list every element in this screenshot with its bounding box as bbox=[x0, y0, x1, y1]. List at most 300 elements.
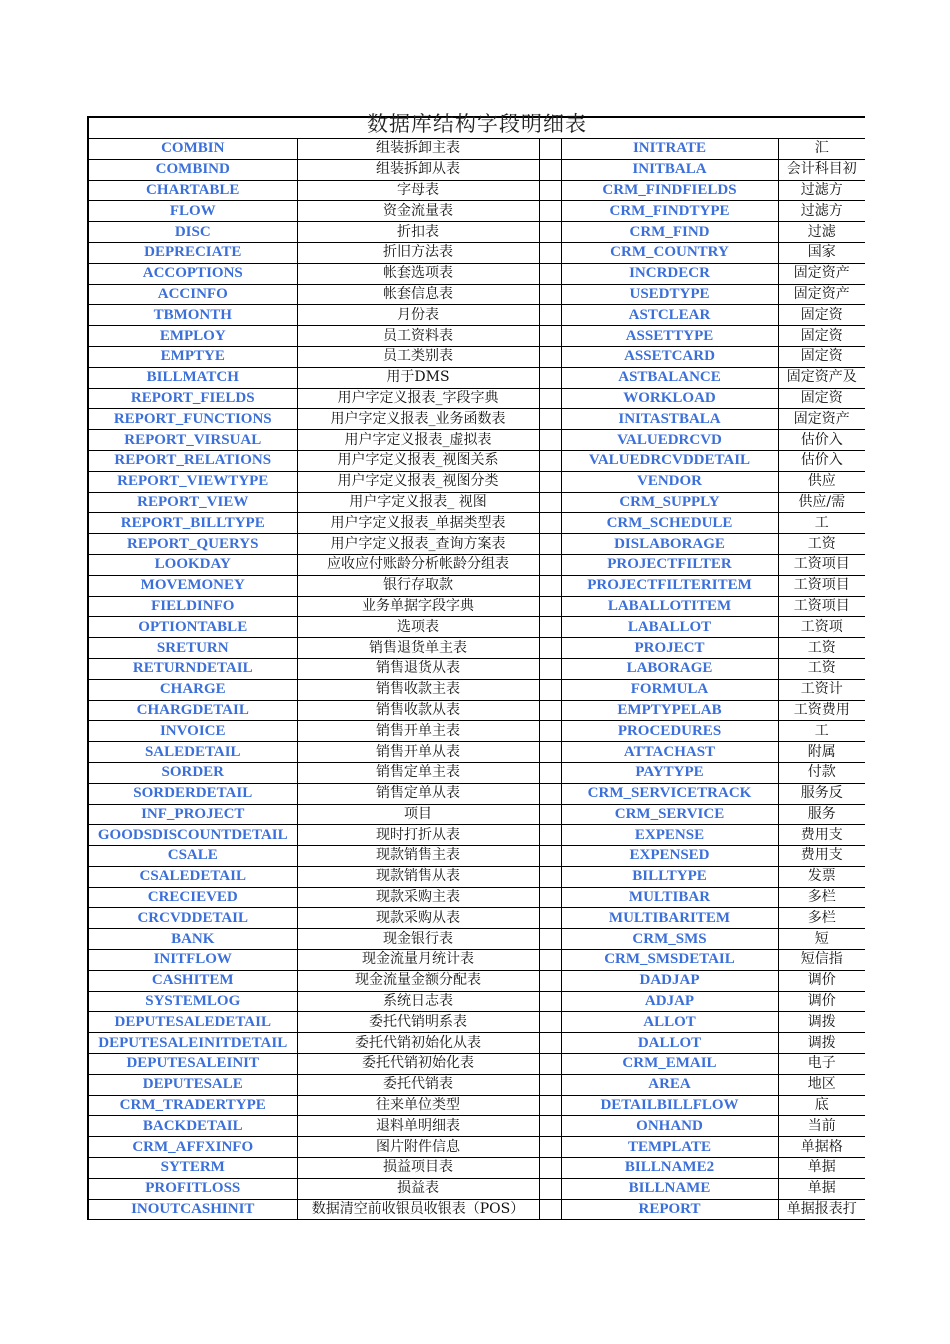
table-desc-left: 图片附件信息 bbox=[297, 1137, 539, 1158]
table-desc-left: 组装拆卸主表 bbox=[297, 139, 539, 159]
table-code-left: DEPUTESALEINIT bbox=[89, 1054, 297, 1075]
table-desc-left: 用于DMS bbox=[297, 367, 539, 388]
table-code-left: INVOICE bbox=[89, 721, 297, 742]
table-row bbox=[89, 1074, 865, 1095]
table-desc-left: 折旧方法表 bbox=[297, 242, 539, 263]
table-code-right: VALUEDRCVD bbox=[561, 430, 778, 451]
table-row bbox=[89, 534, 865, 555]
table-desc-left: 银行存取款 bbox=[297, 575, 539, 596]
table-row bbox=[89, 658, 865, 679]
table-row bbox=[89, 326, 865, 347]
spacer-cell bbox=[539, 409, 561, 430]
table-code-right: MULTIBAR bbox=[561, 887, 778, 908]
spacer-cell bbox=[539, 1033, 561, 1054]
table-code-left: EMPLOY bbox=[89, 326, 297, 347]
spacer-cell bbox=[539, 950, 561, 971]
table-code-left: FLOW bbox=[89, 201, 297, 222]
table-desc-right: 工资项目 bbox=[778, 554, 865, 575]
table-code-left: CHARGDETAIL bbox=[89, 700, 297, 721]
spacer-cell bbox=[539, 554, 561, 575]
table-desc-right: 单据格 bbox=[778, 1137, 865, 1158]
table-row bbox=[89, 388, 865, 409]
table-code-left: SYSTEMLOG bbox=[89, 991, 297, 1012]
table-code-right: CRM_FINDTYPE bbox=[561, 201, 778, 222]
title-row bbox=[89, 112, 865, 139]
table-code-left: RETURNDETAIL bbox=[89, 658, 297, 679]
table-code-right: PROJECTFILTERITEM bbox=[561, 575, 778, 596]
table-desc-left: 委托代销初始化表 bbox=[297, 1054, 539, 1075]
table-code-left: ACCOPTIONS bbox=[89, 263, 297, 284]
table-desc-left: 现金流量月统计表 bbox=[297, 950, 539, 971]
table-row bbox=[89, 263, 865, 284]
table-desc-right: 固定资 bbox=[778, 326, 865, 347]
table-desc-left: 系统日志表 bbox=[297, 991, 539, 1012]
spacer-cell bbox=[539, 1116, 561, 1137]
table-code-left: REPORT_VIEW bbox=[89, 492, 297, 513]
table-desc-right: 工资项目 bbox=[778, 575, 865, 596]
table-desc-right: 供应/需 bbox=[778, 492, 865, 513]
spacer-cell bbox=[539, 700, 561, 721]
table-code-right: EXPENSE bbox=[561, 825, 778, 846]
table-row bbox=[89, 887, 865, 908]
table-code-right: BILLNAME2 bbox=[561, 1158, 778, 1179]
table-desc-right: 会计科目初 bbox=[778, 159, 865, 180]
table-row bbox=[89, 242, 865, 263]
spacer-cell bbox=[539, 263, 561, 284]
table-desc-left: 用户字定义报表_虚拟表 bbox=[297, 430, 539, 451]
table-desc-left: 销售定单从表 bbox=[297, 783, 539, 804]
spacer-cell bbox=[539, 721, 561, 742]
table-desc-right: 调拨 bbox=[778, 1033, 865, 1054]
table-code-right: CRM_SUPPLY bbox=[561, 492, 778, 513]
table-desc-left: 用户字定义报表_单据类型表 bbox=[297, 513, 539, 534]
table-code-right: REPORT bbox=[561, 1199, 778, 1220]
table-code-left: INF_PROJECT bbox=[89, 804, 297, 825]
spacer-cell bbox=[539, 596, 561, 617]
table-desc-right: 工资计 bbox=[778, 679, 865, 700]
table-code-left: FIELDINFO bbox=[89, 596, 297, 617]
spacer-cell bbox=[539, 846, 561, 867]
table-code-right: MULTIBARITEM bbox=[561, 908, 778, 929]
table-code-left: COMBIN bbox=[89, 139, 297, 159]
table-row bbox=[89, 346, 865, 367]
table-code-left: EMPTYE bbox=[89, 346, 297, 367]
table-code-right: FORMULA bbox=[561, 679, 778, 700]
table-code-right: BILLTYPE bbox=[561, 866, 778, 887]
spacer-cell bbox=[539, 1095, 561, 1116]
table-desc-left: 用户字定义报表_字段字典 bbox=[297, 388, 539, 409]
spacer-cell bbox=[539, 825, 561, 846]
table-desc-right: 发票 bbox=[778, 866, 865, 887]
table-code-right: PROCEDURES bbox=[561, 721, 778, 742]
spacer-cell bbox=[539, 139, 561, 159]
table-code-left: BACKDETAIL bbox=[89, 1116, 297, 1137]
spacer-cell bbox=[539, 534, 561, 555]
table-desc-left: 折扣表 bbox=[297, 222, 539, 243]
table-desc-left: 现金流量金额分配表 bbox=[297, 970, 539, 991]
table-desc-left: 损益表 bbox=[297, 1178, 539, 1199]
table-row bbox=[89, 908, 865, 929]
table-code-left: INITFLOW bbox=[89, 950, 297, 971]
table-code-right: ASSETTYPE bbox=[561, 326, 778, 347]
table-desc-right: 估价入 bbox=[778, 430, 865, 451]
spacer-cell bbox=[539, 742, 561, 763]
table-row bbox=[89, 638, 865, 659]
table-code-right: ASSETCARD bbox=[561, 346, 778, 367]
table-row bbox=[89, 1095, 865, 1116]
table-desc-right: 底 bbox=[778, 1095, 865, 1116]
table-desc-right: 工资费用 bbox=[778, 700, 865, 721]
table-code-left: INOUTCASHINIT bbox=[89, 1199, 297, 1220]
table-code-right: INITBALA bbox=[561, 159, 778, 180]
table-code-left: SRETURN bbox=[89, 638, 297, 659]
table-desc-left: 销售开单从表 bbox=[297, 742, 539, 763]
table-code-left: PROFITLOSS bbox=[89, 1178, 297, 1199]
table-row bbox=[89, 866, 865, 887]
table-row bbox=[89, 222, 865, 243]
table-code-left: CHARGE bbox=[89, 679, 297, 700]
spacer-cell bbox=[539, 1054, 561, 1075]
table-code-right: DISLABORAGE bbox=[561, 534, 778, 555]
table-desc-left: 损益项目表 bbox=[297, 1158, 539, 1179]
table-row bbox=[89, 1199, 865, 1220]
table-desc-right: 过滤 bbox=[778, 222, 865, 243]
table-desc-left: 项目 bbox=[297, 804, 539, 825]
table-code-left: CASHITEM bbox=[89, 970, 297, 991]
table-code-left: OPTIONTABLE bbox=[89, 617, 297, 638]
table-desc-left: 帐套选项表 bbox=[297, 263, 539, 284]
table-code-left: DEPUTESALEDETAIL bbox=[89, 1012, 297, 1033]
table-row bbox=[89, 554, 865, 575]
spacer-cell bbox=[539, 1137, 561, 1158]
table-row bbox=[89, 471, 865, 492]
spacer-cell bbox=[539, 804, 561, 825]
table-row bbox=[89, 1116, 865, 1137]
table-code-left: REPORT_QUERYS bbox=[89, 534, 297, 555]
table-desc-right: 估价入 bbox=[778, 450, 865, 471]
table-code-right: LABALLOT bbox=[561, 617, 778, 638]
table-desc-right: 单据报表打 bbox=[778, 1199, 865, 1220]
table-desc-left: 员工类别表 bbox=[297, 346, 539, 367]
table-desc-right: 固定资 bbox=[778, 305, 865, 326]
table-desc-right: 供应 bbox=[778, 471, 865, 492]
table-desc-left: 用户字定义报表_视图关系 bbox=[297, 450, 539, 471]
table-row bbox=[89, 409, 865, 430]
table-desc-right: 工资 bbox=[778, 534, 865, 555]
table-code-left: REPORT_VIRSUAL bbox=[89, 430, 297, 451]
table-code-left: CRM_TRADERTYPE bbox=[89, 1095, 297, 1116]
table-desc-right: 工资 bbox=[778, 638, 865, 659]
table-row bbox=[89, 575, 865, 596]
table-desc-left: 应收应付账龄分析帐龄分组表 bbox=[297, 554, 539, 575]
table-desc-left: 销售收款从表 bbox=[297, 700, 539, 721]
table-desc-right: 固定资 bbox=[778, 346, 865, 367]
table-row bbox=[89, 430, 865, 451]
spacer-cell bbox=[539, 617, 561, 638]
spacer-cell bbox=[539, 1158, 561, 1179]
spacer-cell bbox=[539, 159, 561, 180]
table-desc-left: 月份表 bbox=[297, 305, 539, 326]
table-desc-left: 数据清空前收银员收银表（POS） bbox=[297, 1199, 539, 1220]
table-code-right: VENDOR bbox=[561, 471, 778, 492]
table-desc-right: 付款 bbox=[778, 762, 865, 783]
table-desc-left: 用户字定义报表_视图分类 bbox=[297, 471, 539, 492]
table-code-left: BILLMATCH bbox=[89, 367, 297, 388]
table-desc-right: 附属 bbox=[778, 742, 865, 763]
table-code-left: DISC bbox=[89, 222, 297, 243]
table-desc-right: 单据 bbox=[778, 1178, 865, 1199]
table-code-right: PROJECTFILTER bbox=[561, 554, 778, 575]
spacer-cell bbox=[539, 929, 561, 950]
table-code-right: DADJAP bbox=[561, 970, 778, 991]
spacer-cell bbox=[539, 991, 561, 1012]
table-code-left: CRCVDDETAIL bbox=[89, 908, 297, 929]
table-code-right: CRM_EMAIL bbox=[561, 1054, 778, 1075]
table-desc-left: 委托代销初始化从表 bbox=[297, 1033, 539, 1054]
spacer-cell bbox=[539, 388, 561, 409]
table-code-left: REPORT_FUNCTIONS bbox=[89, 409, 297, 430]
table-desc-left: 销售定单主表 bbox=[297, 762, 539, 783]
table-code-left: CSALE bbox=[89, 846, 297, 867]
table-desc-right: 单据 bbox=[778, 1158, 865, 1179]
table-row bbox=[89, 783, 865, 804]
table-code-right: CRM_SERVICE bbox=[561, 804, 778, 825]
table-desc-right: 短 bbox=[778, 929, 865, 950]
table-desc-left: 员工资料表 bbox=[297, 326, 539, 347]
data-sheet bbox=[87, 112, 865, 1220]
table-code-left: DEPUTESALE bbox=[89, 1074, 297, 1095]
table-row bbox=[89, 450, 865, 471]
table-code-left: REPORT_RELATIONS bbox=[89, 450, 297, 471]
table-desc-right: 调价 bbox=[778, 991, 865, 1012]
table-code-right: CRM_FIND bbox=[561, 222, 778, 243]
table-code-right: INITRATE bbox=[561, 139, 778, 159]
table-code-right: LABORAGE bbox=[561, 658, 778, 679]
table-desc-right: 工资项 bbox=[778, 617, 865, 638]
spacer-cell bbox=[539, 908, 561, 929]
spacer-cell bbox=[539, 492, 561, 513]
spacer-cell bbox=[539, 1012, 561, 1033]
spacer-cell bbox=[539, 242, 561, 263]
spacer-cell bbox=[539, 866, 561, 887]
table-code-right: EXPENSED bbox=[561, 846, 778, 867]
table-row bbox=[89, 513, 865, 534]
table-code-left: SYTERM bbox=[89, 1158, 297, 1179]
table-row bbox=[89, 617, 865, 638]
table-row bbox=[89, 679, 865, 700]
table-desc-left: 帐套信息表 bbox=[297, 284, 539, 305]
table-row bbox=[89, 159, 865, 180]
table-desc-right: 固定资产 bbox=[778, 284, 865, 305]
table-code-right: ONHAND bbox=[561, 1116, 778, 1137]
table-desc-right: 费用支 bbox=[778, 846, 865, 867]
table-row bbox=[89, 742, 865, 763]
table-desc-left: 用户字定义报表_业务函数表 bbox=[297, 409, 539, 430]
table-row bbox=[89, 825, 865, 846]
table-desc-left: 销售退货从表 bbox=[297, 658, 539, 679]
table-desc-left: 现款销售从表 bbox=[297, 866, 539, 887]
spacer-cell bbox=[539, 762, 561, 783]
table-code-left: CRM_AFFXINFO bbox=[89, 1137, 297, 1158]
sheet-title: 数据库结构字段明细表 bbox=[367, 112, 587, 136]
table-code-left: DEPUTESALEINITDETAIL bbox=[89, 1033, 297, 1054]
table-desc-left: 销售退货单主表 bbox=[297, 638, 539, 659]
table-code-left: CRECIEVED bbox=[89, 887, 297, 908]
table-row bbox=[89, 804, 865, 825]
table-desc-right: 多栏 bbox=[778, 887, 865, 908]
table-desc-left: 字母表 bbox=[297, 180, 539, 201]
table-code-left: SORDER bbox=[89, 762, 297, 783]
table-row bbox=[89, 1054, 865, 1075]
table-desc-left: 销售收款主表 bbox=[297, 679, 539, 700]
table-code-left: REPORT_VIEWTYPE bbox=[89, 471, 297, 492]
table-desc-right: 多栏 bbox=[778, 908, 865, 929]
spacer-cell bbox=[539, 180, 561, 201]
table-row bbox=[89, 1033, 865, 1054]
table-desc-right: 固定资产 bbox=[778, 263, 865, 284]
table-code-left: REPORT_BILLTYPE bbox=[89, 513, 297, 534]
table-code-left: SORDERDETAIL bbox=[89, 783, 297, 804]
table-desc-left: 现款采购主表 bbox=[297, 887, 539, 908]
table-desc-left: 现款销售主表 bbox=[297, 846, 539, 867]
spacer-cell bbox=[539, 1178, 561, 1199]
table-desc-right: 固定资产 bbox=[778, 409, 865, 430]
table-row bbox=[89, 201, 865, 222]
table-row bbox=[89, 180, 865, 201]
table-desc-right: 工 bbox=[778, 721, 865, 742]
table-code-right: EMPTYPELAB bbox=[561, 700, 778, 721]
spacer-cell bbox=[539, 575, 561, 596]
table-desc-left: 往来单位类型 bbox=[297, 1095, 539, 1116]
table-row bbox=[89, 596, 865, 617]
table-code-left: SALEDETAIL bbox=[89, 742, 297, 763]
table-desc-left: 退料单明细表 bbox=[297, 1116, 539, 1137]
spacer-cell bbox=[539, 201, 561, 222]
spacer-cell bbox=[539, 887, 561, 908]
table-desc-left: 选项表 bbox=[297, 617, 539, 638]
table-code-right: USEDTYPE bbox=[561, 284, 778, 305]
spacer-cell bbox=[539, 450, 561, 471]
spacer-cell bbox=[539, 1074, 561, 1095]
table-desc-right: 汇 bbox=[778, 139, 865, 159]
table-desc-right: 调价 bbox=[778, 970, 865, 991]
table-row bbox=[89, 1012, 865, 1033]
table-code-right: AREA bbox=[561, 1074, 778, 1095]
table-code-left: CSALEDETAIL bbox=[89, 866, 297, 887]
table-code-right: CRM_SMSDETAIL bbox=[561, 950, 778, 971]
table-code-right: DETAILBILLFLOW bbox=[561, 1095, 778, 1116]
table-desc-left: 资金流量表 bbox=[297, 201, 539, 222]
spacer-cell bbox=[539, 346, 561, 367]
table-code-right: CRM_FINDFIELDS bbox=[561, 180, 778, 201]
table-desc-right: 固定资产及 bbox=[778, 367, 865, 388]
table-desc-right: 地区 bbox=[778, 1074, 865, 1095]
table-code-right: ASTCLEAR bbox=[561, 305, 778, 326]
table-row bbox=[89, 139, 865, 159]
table-desc-right: 工资 bbox=[778, 658, 865, 679]
table-desc-right: 固定资 bbox=[778, 388, 865, 409]
table-desc-right: 当前 bbox=[778, 1116, 865, 1137]
spacer-cell bbox=[539, 430, 561, 451]
spacer-cell bbox=[539, 970, 561, 991]
table-code-right: BILLNAME bbox=[561, 1178, 778, 1199]
table-code-right: INCRDECR bbox=[561, 263, 778, 284]
spacer-cell bbox=[539, 1199, 561, 1220]
table-desc-right: 服务 bbox=[778, 804, 865, 825]
table-desc-right: 服务反 bbox=[778, 783, 865, 804]
table-desc-right: 工资项目 bbox=[778, 596, 865, 617]
table-desc-right: 短信指 bbox=[778, 950, 865, 971]
table-desc-right: 电子 bbox=[778, 1054, 865, 1075]
spacer-cell bbox=[539, 222, 561, 243]
table-code-right: LABALLOTITEM bbox=[561, 596, 778, 617]
table-code-left: TBMONTH bbox=[89, 305, 297, 326]
table-desc-left: 现时打折从表 bbox=[297, 825, 539, 846]
spacer-cell bbox=[539, 284, 561, 305]
table-code-right: CRM_COUNTRY bbox=[561, 242, 778, 263]
table-code-right: ASTBALANCE bbox=[561, 367, 778, 388]
table-row bbox=[89, 367, 865, 388]
table-row bbox=[89, 950, 865, 971]
table-desc-right: 过滤方 bbox=[778, 180, 865, 201]
table-code-left: ACCINFO bbox=[89, 284, 297, 305]
table-desc-right: 工 bbox=[778, 513, 865, 534]
table-code-left: COMBIND bbox=[89, 159, 297, 180]
table-desc-left: 委托代销明系表 bbox=[297, 1012, 539, 1033]
table-body bbox=[89, 139, 865, 1220]
spacer-cell bbox=[539, 783, 561, 804]
spacer-cell bbox=[539, 471, 561, 492]
table-desc-left: 用户字定义报表_ 视图 bbox=[297, 492, 539, 513]
table-code-left: LOOKDAY bbox=[89, 554, 297, 575]
table-desc-left: 销售开单主表 bbox=[297, 721, 539, 742]
table-desc-left: 组装拆卸从表 bbox=[297, 159, 539, 180]
table-row bbox=[89, 1178, 865, 1199]
table-desc-left: 业务单据字段字典 bbox=[297, 596, 539, 617]
table-code-right: CRM_SCHEDULE bbox=[561, 513, 778, 534]
table-code-right: ALLOT bbox=[561, 1012, 778, 1033]
table-row bbox=[89, 991, 865, 1012]
table-code-left: REPORT_FIELDS bbox=[89, 388, 297, 409]
table-desc-right: 过滤方 bbox=[778, 201, 865, 222]
table-code-right: PAYTYPE bbox=[561, 762, 778, 783]
table-desc-right: 费用支 bbox=[778, 825, 865, 846]
table-code-left: GOODSDISCOUNTDETAIL bbox=[89, 825, 297, 846]
table-row bbox=[89, 305, 865, 326]
table-code-left: BANK bbox=[89, 929, 297, 950]
spacer-cell bbox=[539, 658, 561, 679]
table-code-right: ATTACHAST bbox=[561, 742, 778, 763]
table-code-right: CRM_SERVICETRACK bbox=[561, 783, 778, 804]
spacer-cell bbox=[539, 679, 561, 700]
table-code-right: PROJECT bbox=[561, 638, 778, 659]
table-code-left: DEPRECIATE bbox=[89, 242, 297, 263]
table-row bbox=[89, 846, 865, 867]
spacer-cell bbox=[539, 305, 561, 326]
table-code-right: WORKLOAD bbox=[561, 388, 778, 409]
table-desc-left: 用户字定义报表_查询方案表 bbox=[297, 534, 539, 555]
table-code-right: DALLOT bbox=[561, 1033, 778, 1054]
table-row bbox=[89, 284, 865, 305]
field-table bbox=[89, 139, 865, 1220]
table-row bbox=[89, 929, 865, 950]
table-code-right: CRM_SMS bbox=[561, 929, 778, 950]
table-code-right: VALUEDRCVDDETAIL bbox=[561, 450, 778, 471]
spacer-cell bbox=[539, 326, 561, 347]
table-code-left: CHARTABLE bbox=[89, 180, 297, 201]
table-row bbox=[89, 970, 865, 991]
table-code-right: TEMPLATE bbox=[561, 1137, 778, 1158]
